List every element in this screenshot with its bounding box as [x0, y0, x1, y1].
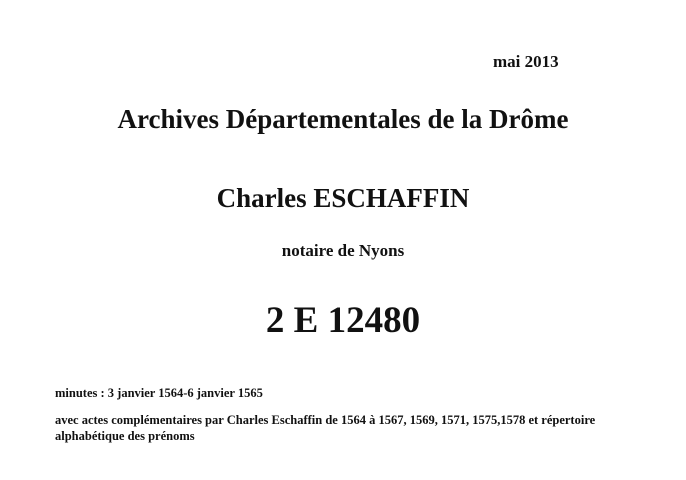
archive-reference: 2 E 12480 — [265, 300, 421, 341]
notary-name: Charles ESCHAFFIN — [216, 183, 470, 213]
notary-role: notaire de Nyons — [281, 241, 405, 260]
description: avec actes complémentaires par Charles Eschaffin de 1564 à 1567, 1569, 1571, 1575,1578 et répertoire alphabétique des prénoms — [55, 413, 596, 443]
document-date: mai 2013 — [493, 52, 559, 71]
institution-title: Archives Départementales de la Drôme — [117, 104, 569, 134]
minutes-range: minutes : 3 janvier 1564-6 janvier 1565 — [55, 386, 263, 400]
